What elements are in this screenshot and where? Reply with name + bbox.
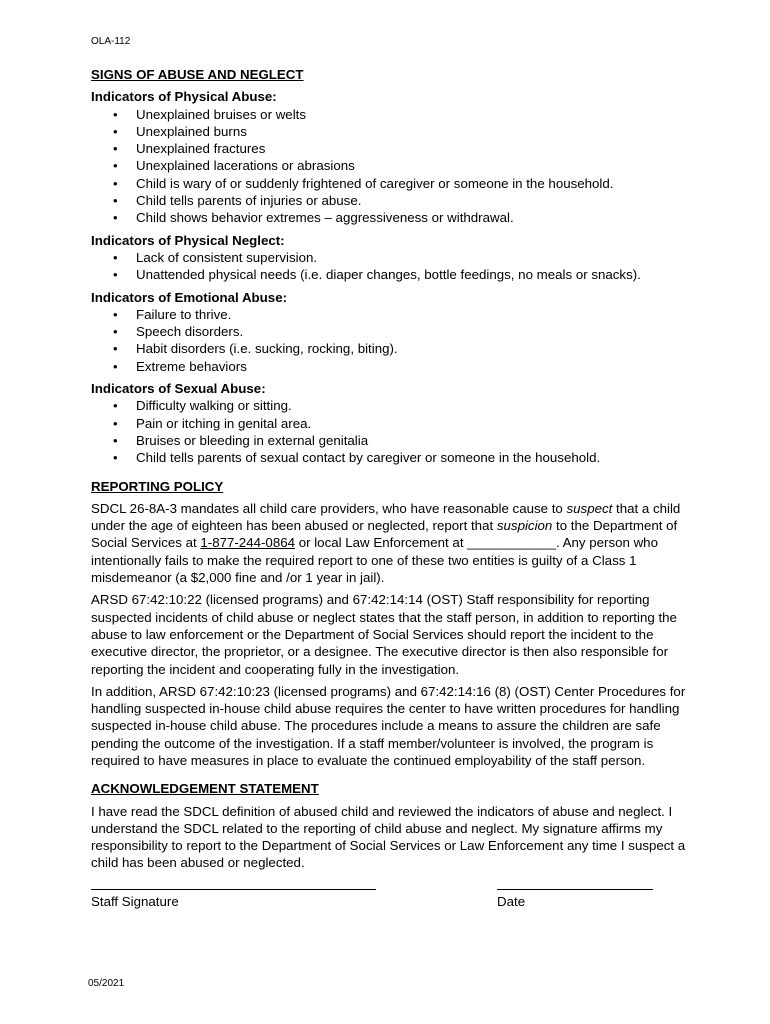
- list-item: • Child shows behavior extremes – aggressiveness or withdrawal.: [91, 209, 691, 226]
- reporting-policy-section: [91, 478, 691, 770]
- reporting-paragraph-3: In addition, ARSD 67:42:10:23 (licensed programs) and 67:42:14:16 (8) (OST) Center Procedures for handling suspected in-house child abuse requires the center to have written procedures for handling suspected in-house child abuse. The procedures include a means to assure the children are safe pending the outcome of the investigation. If a staff member/volunteer is involved, the program is required to have measures in place to evaluate the continued employability of the staff person.: [91, 683, 686, 768]
- reporting-paragraph-2: ARSD 67:42:10:22 (licensed programs) and 67:42:14:14 (OST) Staff responsibility for reporting suspected incidents of child abuse or neglect states that the staff person, in addition to reporting the abuse to law enforcement or the Department of Social Services should report the incident to the executive director, the proprietor, or a designee. The executive director is then also responsible for reporting the incident and cooperating fully in the investigation.: [91, 592, 677, 677]
- form-code: OLA-112: [91, 36, 131, 47]
- reporting-policy-heading: REPORTING POLICY: [91, 478, 224, 494]
- text-run: or local Law Enforcement at ____________. Any person who intentionally fails to make the required report to one of these two entities is guilty of a Class 1 misdemeanor (a $2,000 fine and /or 1 year in jail).: [91, 535, 658, 586]
- list-item: • Speech disorders.: [91, 323, 691, 340]
- physical-abuse-section: [91, 88, 691, 226]
- text-run: to the Department of Social Services at: [91, 518, 678, 551]
- list-item: • Child tells parents of injuries or abuse.: [91, 192, 691, 209]
- list-item: • Child tells parents of sexual contact by caregiver or someone in the household.: [91, 449, 691, 466]
- list-item: • Unexplained lacerations or abrasions: [91, 157, 691, 174]
- list-item: • Difficulty walking or sitting.: [91, 397, 691, 414]
- reporting-paragraph-1: [91, 500, 691, 586]
- signature-row: [91, 889, 691, 929]
- sexual-abuse-heading: Indicators of Sexual Abuse:: [91, 381, 266, 397]
- list-item: • Habit disorders (i.e. sucking, rocking, biting).: [91, 340, 691, 357]
- document-body: [91, 66, 691, 929]
- sexual-abuse-list: [91, 397, 691, 466]
- list-item: • Bruises or bleeding in external genitalia: [91, 432, 691, 449]
- list-item: • Child is wary of or suddenly frightened of caregiver or someone in the household.: [91, 175, 691, 192]
- text-run: that a child under the age of eighteen has been abused or neglected, report that: [91, 500, 681, 534]
- list-item: • Unattended physical needs (i.e. diaper changes, bottle feedings, no meals or snacks).: [91, 266, 691, 283]
- sexual-abuse-section: [91, 380, 691, 466]
- physical-neglect-heading: Indicators of Physical Neglect:: [91, 232, 285, 248]
- list-item: • Lack of consistent supervision.: [91, 249, 691, 266]
- date-line[interactable]: [497, 889, 653, 890]
- page-title: SIGNS OF ABUSE AND NEGLECT: [91, 67, 304, 82]
- staff-signature-line[interactable]: [91, 889, 376, 890]
- list-item: • Extreme behaviors: [91, 358, 691, 375]
- list-item: • Pain or itching in genital area.: [91, 415, 691, 432]
- emphasis-suspicion: suspicion: [496, 518, 553, 534]
- footer-date: 05/2021: [88, 978, 125, 989]
- physical-abuse-heading: Indicators of Physical Abuse:: [91, 89, 277, 105]
- physical-neglect-section: [91, 232, 691, 284]
- physical-abuse-list: [91, 106, 691, 227]
- list-item: • Unexplained fractures: [91, 140, 691, 157]
- acknowledgement-text: I have read the SDCL definition of abused child and reviewed the indicators of abuse and neglect. I understand the SDCL related to the reporting of child abuse and neglect. My signature affirms my responsibility to report to the Department of Social Services or Law Enforcement any time I suspect a child has been abused or neglected.: [91, 803, 686, 871]
- staff-signature-label: Staff Signature: [91, 893, 179, 909]
- emotional-abuse-list: [91, 306, 691, 375]
- list-item: • Unexplained burns: [91, 123, 691, 140]
- list-item: • Failure to thrive.: [91, 306, 691, 323]
- physical-neglect-list: [91, 249, 691, 284]
- date-label: Date: [497, 893, 526, 909]
- emotional-abuse-heading: Indicators of Emotional Abuse:: [91, 289, 288, 305]
- phone-link[interactable]: 1-877-244-0864: [200, 535, 296, 551]
- list-item: • Unexplained bruises or welts: [91, 106, 691, 123]
- emotional-abuse-section: [91, 289, 691, 375]
- acknowledgement-heading: ACKNOWLEDGEMENT STATEMENT: [91, 781, 319, 797]
- acknowledgement-section: [91, 780, 691, 928]
- text-run: SDCL 26-8A-3 mandates all child care providers, who have reasonable cause to: [91, 500, 567, 516]
- emphasis-suspect: suspect: [566, 500, 613, 516]
